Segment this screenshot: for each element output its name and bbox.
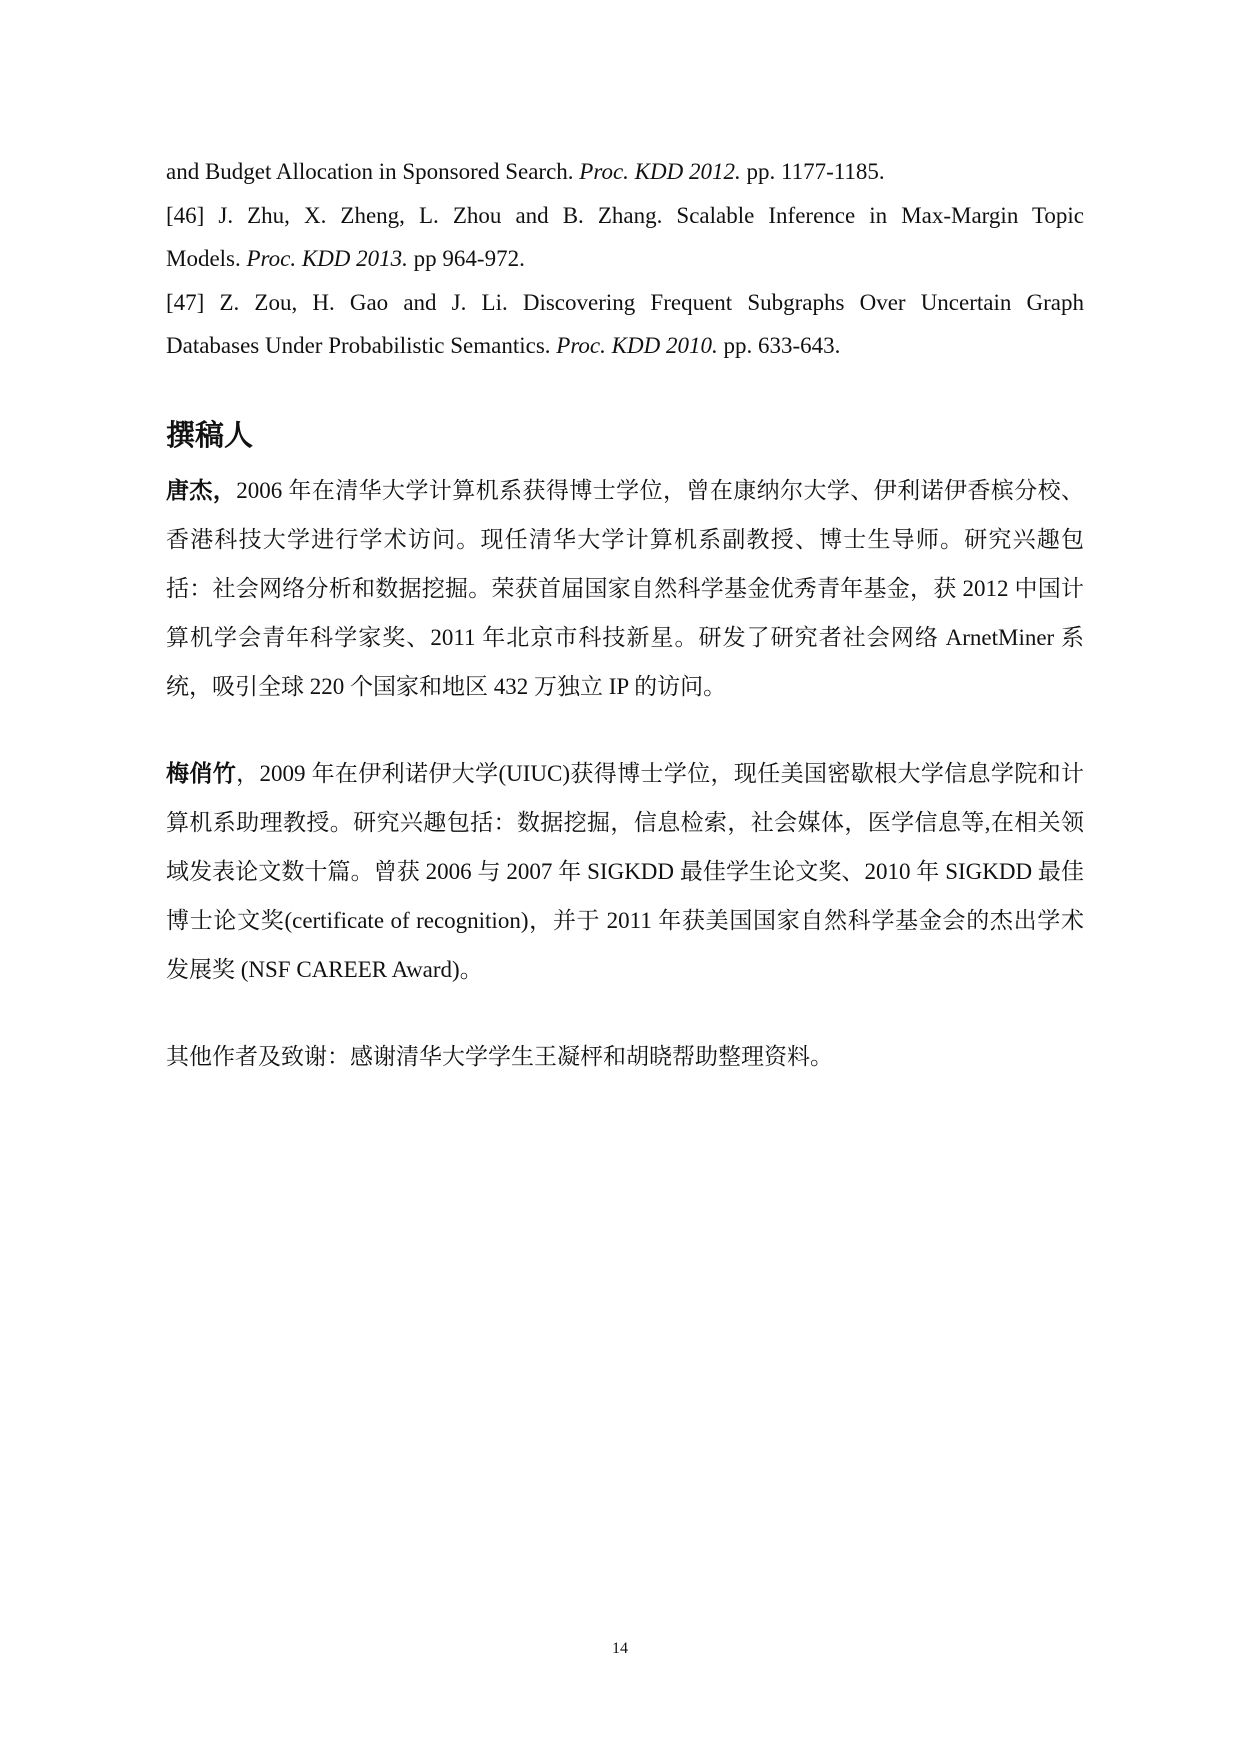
reference-45-continuation	[166, 150, 1084, 194]
reference-text: Models.	[166, 246, 247, 271]
reference-46-line2	[166, 237, 1084, 281]
reference-pages: pp. 633-643.	[717, 333, 841, 358]
author-bio-text: 2006 年在清华大学计算机系获得博士学位，曾在康纳尔大学、伊利诺伊香槟分校、香港科技大学进行学术访问。现任清华大学计算机系副教授、博士生导师。研究兴趣包括：社会网络分析和数据挖掘。荣获首届国家自然科学基金优秀青年基金，获 2012 中国计算机学会青年科学家奖、2011 年北京市科技新星。研发了研究者社会网络 ArnetMiner 系统，吸引全球 220 个国家和地区 432 万独立 IP 的访问。	[166, 477, 1085, 699]
reference-47-line1: [47] Z. Zou, H. Gao and J. Li. Discovering Frequent Subgraphs Over Uncertain Graph	[166, 289, 1084, 315]
acknowledgement: 其他作者及致谢：感谢清华大学学生王凝枰和胡晓帮助整理资料。	[166, 1043, 833, 1069]
author-bio-mei-qiaozhu	[166, 749, 1084, 994]
author-bio-tang-jie	[166, 466, 1084, 711]
reference-venue: Proc. KDD 2012.	[579, 159, 741, 184]
author-name: 梅俏竹	[166, 760, 237, 786]
reference-pages: pp 964-972.	[407, 246, 525, 271]
reference-text: Databases Under Probabilistic Semantics.	[166, 333, 557, 358]
page-number: 14	[612, 1640, 628, 1657]
reference-47-line2	[166, 324, 1084, 368]
section-title: 撰稿人	[166, 419, 254, 452]
reference-text: and Budget Allocation in Sponsored Search.	[166, 159, 580, 184]
references-list	[166, 150, 1084, 368]
reference-46-line1: [46] J. Zhu, X. Zheng, L. Zhou and B. Zhang. Scalable Inference in Max-Margin Topic	[166, 202, 1084, 228]
reference-venue: Proc. KDD 2010.	[556, 333, 718, 358]
reference-pages: pp. 1177-1185.	[740, 159, 885, 184]
reference-venue: Proc. KDD 2013.	[246, 246, 408, 271]
author-name: 唐杰，	[166, 477, 237, 503]
document-page	[166, 150, 1084, 1081]
author-bio-text: ，2009 年在伊利诺伊大学(UIUC)获得博士学位，现任美国密歇根大学信息学院和计算机系助理教授。研究兴趣包括：数据挖掘，信息检索，社会媒体，医学信息等,在相关领域发表论文数十篇。曾获 2006 与 2007 年 SIGKDD 最佳学生论文奖、2010 年 SIGKDD 最佳博士论文奖(certificate of recognition)，并于 2011 年获美国国家自然科学基金会的杰出学术发展奖 (NSF CAREER Award)。	[166, 760, 1084, 982]
